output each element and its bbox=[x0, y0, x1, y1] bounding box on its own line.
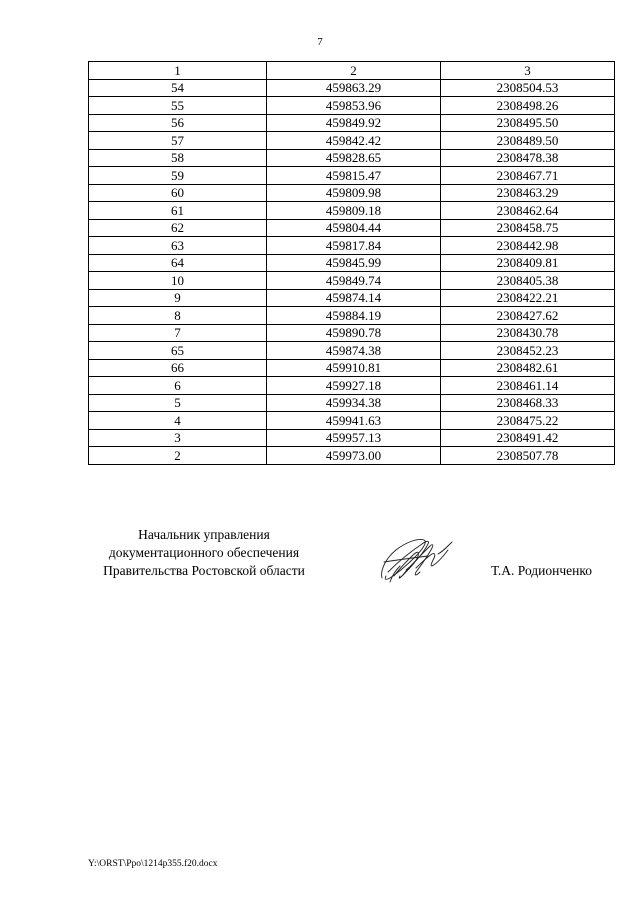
table-row bbox=[89, 149, 615, 167]
table-cell: 459934.38 bbox=[267, 394, 441, 412]
table-cell: 2308452.23 bbox=[441, 342, 615, 360]
table-cell: 60 bbox=[89, 184, 267, 202]
table-cell: 59 bbox=[89, 167, 267, 185]
table-cell: 459815.47 bbox=[267, 167, 441, 185]
table-row bbox=[89, 237, 615, 255]
table-cell: 459957.13 bbox=[267, 429, 441, 447]
signatory-title bbox=[88, 526, 320, 580]
table-cell: 2308458.75 bbox=[441, 219, 615, 237]
table-cell: 459874.38 bbox=[267, 342, 441, 360]
table-row bbox=[89, 202, 615, 220]
signatory-title-line: документационного обеспечения bbox=[108, 545, 300, 560]
table-header-row bbox=[89, 62, 615, 80]
table-row bbox=[89, 219, 615, 237]
table-row bbox=[89, 254, 615, 272]
table-cell: 459890.78 bbox=[267, 324, 441, 342]
table-row bbox=[89, 342, 615, 360]
table-cell: 459845.99 bbox=[267, 254, 441, 272]
table-cell: 2308462.64 bbox=[441, 202, 615, 220]
table-cell: 54 bbox=[89, 79, 267, 97]
table-cell: 2308442.98 bbox=[441, 237, 615, 255]
table-cell: 2 bbox=[89, 447, 267, 465]
page-number: 7 bbox=[317, 36, 323, 48]
table-cell: 459863.29 bbox=[267, 79, 441, 97]
column-header: 1 bbox=[89, 62, 267, 80]
table-cell: 459809.18 bbox=[267, 202, 441, 220]
table-row bbox=[89, 114, 615, 132]
table-cell: 5 bbox=[89, 394, 267, 412]
table-cell: 2308409.81 bbox=[441, 254, 615, 272]
table-cell: 459849.92 bbox=[267, 114, 441, 132]
table-cell: 62 bbox=[89, 219, 267, 237]
table-cell: 459927.18 bbox=[267, 377, 441, 395]
table-cell: 2308461.14 bbox=[441, 377, 615, 395]
table-row bbox=[89, 412, 615, 430]
column-header: 3 bbox=[441, 62, 615, 80]
table-cell: 64 bbox=[89, 254, 267, 272]
table-cell: 2308495.50 bbox=[441, 114, 615, 132]
table-cell: 459853.96 bbox=[267, 97, 441, 115]
table-row bbox=[89, 79, 615, 97]
table-cell: 459884.19 bbox=[267, 307, 441, 325]
table-cell: 2308507.78 bbox=[441, 447, 615, 465]
table-cell: 7 bbox=[89, 324, 267, 342]
table-cell: 2308430.78 bbox=[441, 324, 615, 342]
table-cell: 2308463.29 bbox=[441, 184, 615, 202]
table-cell: 459941.63 bbox=[267, 412, 441, 430]
handwritten-signature bbox=[376, 532, 458, 588]
file-path: Y:\ORST\Ppo\1214p355.f20.docx bbox=[88, 859, 218, 869]
table-cell: 8 bbox=[89, 307, 267, 325]
table-row bbox=[89, 184, 615, 202]
table-row bbox=[89, 377, 615, 395]
table-row bbox=[89, 359, 615, 377]
table-row bbox=[89, 429, 615, 447]
table-cell: 4 bbox=[89, 412, 267, 430]
table-cell: 459842.42 bbox=[267, 132, 441, 150]
signatory-title-line: Правительства Ростовской области bbox=[103, 563, 305, 578]
table-cell: 459849.74 bbox=[267, 272, 441, 290]
table-cell: 2308489.50 bbox=[441, 132, 615, 150]
table-body bbox=[89, 79, 615, 464]
table-row bbox=[89, 167, 615, 185]
table-cell: 66 bbox=[89, 359, 267, 377]
table-cell: 2308405.38 bbox=[441, 272, 615, 290]
table-cell: 459973.00 bbox=[267, 447, 441, 465]
table-row bbox=[89, 132, 615, 150]
table-cell: 9 bbox=[89, 289, 267, 307]
column-header: 2 bbox=[267, 62, 441, 80]
table-cell: 459874.14 bbox=[267, 289, 441, 307]
table-cell: 2308498.26 bbox=[441, 97, 615, 115]
table-cell: 65 bbox=[89, 342, 267, 360]
table-cell: 2308427.62 bbox=[441, 307, 615, 325]
table-cell: 2308422.21 bbox=[441, 289, 615, 307]
table-row bbox=[89, 289, 615, 307]
table-row bbox=[89, 272, 615, 290]
table-cell: 2308475.22 bbox=[441, 412, 615, 430]
table-cell: 2308468.33 bbox=[441, 394, 615, 412]
table-cell: 10 bbox=[89, 272, 267, 290]
table-cell: 2308491.42 bbox=[441, 429, 615, 447]
table-cell: 2308467.71 bbox=[441, 167, 615, 185]
table-cell: 459809.98 bbox=[267, 184, 441, 202]
table-cell: 459910.81 bbox=[267, 359, 441, 377]
table-cell: 2308478.38 bbox=[441, 149, 615, 167]
coordinates-table bbox=[88, 61, 615, 465]
signatory-title-line: Начальник управления bbox=[138, 527, 270, 542]
signatory-name: Т.А. Родионченко bbox=[491, 563, 592, 578]
table-cell: 459817.84 bbox=[267, 237, 441, 255]
table-row bbox=[89, 307, 615, 325]
table-cell: 61 bbox=[89, 202, 267, 220]
table-cell: 63 bbox=[89, 237, 267, 255]
table-row bbox=[89, 447, 615, 465]
table-cell: 6 bbox=[89, 377, 267, 395]
table-row bbox=[89, 324, 615, 342]
table-cell: 57 bbox=[89, 132, 267, 150]
table-cell: 3 bbox=[89, 429, 267, 447]
table-cell: 58 bbox=[89, 149, 267, 167]
table-cell: 2308504.53 bbox=[441, 79, 615, 97]
table-row bbox=[89, 394, 615, 412]
table-cell: 2308482.61 bbox=[441, 359, 615, 377]
table-cell: 56 bbox=[89, 114, 267, 132]
table-cell: 459828.65 bbox=[267, 149, 441, 167]
table-row bbox=[89, 97, 615, 115]
table-cell: 55 bbox=[89, 97, 267, 115]
table-cell: 459804.44 bbox=[267, 219, 441, 237]
